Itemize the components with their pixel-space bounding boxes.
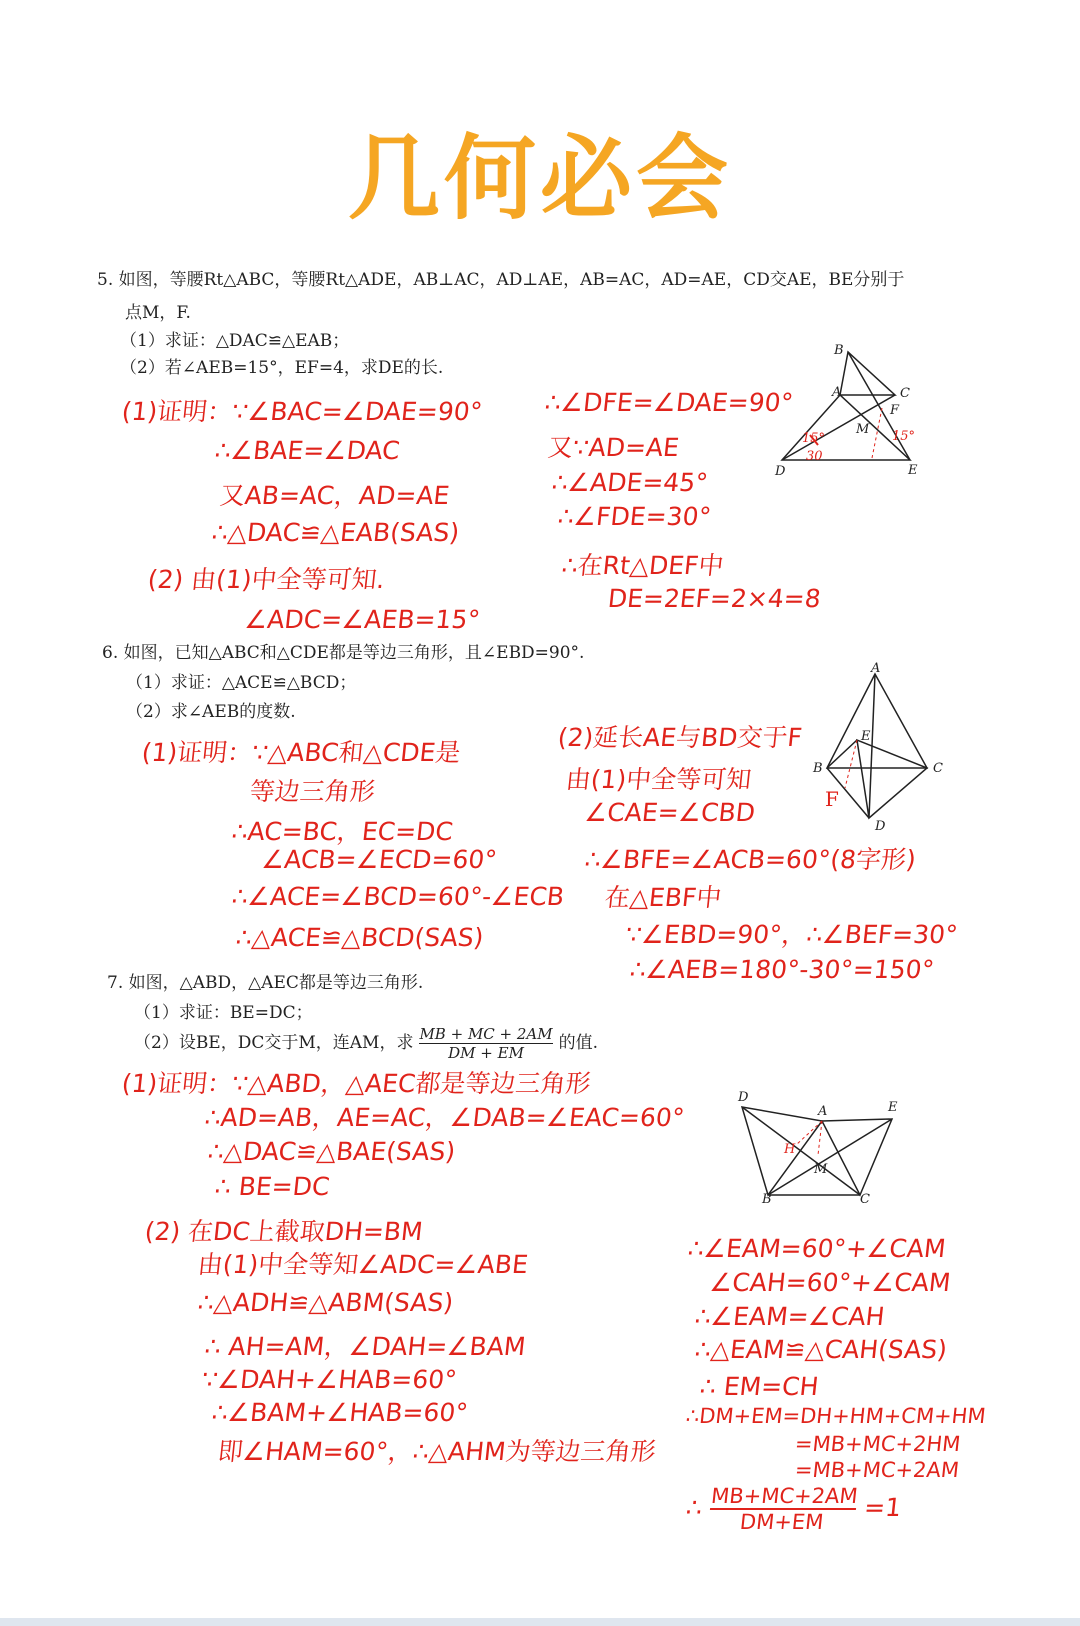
q7-note: ∴△EAM≌△CAH(SAS) bbox=[693, 1335, 949, 1364]
q5-note: ∴△DAC≌△EAB(SAS) bbox=[210, 518, 461, 547]
page-title: 几何必会 bbox=[347, 125, 732, 232]
q7-note: ∴ AH=AM，∠DAH=∠BAM bbox=[203, 1332, 528, 1361]
q7-note: ∴DM+EM=DH+HM+CM+HM bbox=[684, 1404, 987, 1428]
label-e: E bbox=[908, 463, 918, 478]
q7-note: =MB+MC+2HM bbox=[793, 1432, 962, 1456]
q5-note: (1)证明：∵∠BAC=∠DAE=90° bbox=[120, 397, 484, 426]
q7-note: ∵∠DAH+∠HAB=60° bbox=[200, 1365, 459, 1394]
q7-part2 bbox=[134, 1025, 598, 1062]
q7-note: (1)证明：∵△ABD，△AEC都是等边三角形 bbox=[120, 1069, 593, 1098]
q6-note: 由(1)中全等可知 bbox=[564, 765, 753, 794]
q7-note: ∴△ADH≌△ABM(SAS) bbox=[196, 1288, 455, 1317]
q5-stem-cont: 点M，F. bbox=[125, 303, 191, 323]
q5-note: ∴∠FDE=30° bbox=[556, 502, 713, 531]
q7-note: ∴∠EAM=60°+∠CAM bbox=[686, 1234, 948, 1263]
q7-note: (2) 在DC上截取DH=BM bbox=[143, 1217, 425, 1246]
q7-note: 由(1)中全等知∠ADC=∠ABE bbox=[196, 1250, 530, 1279]
angle-label: 30 bbox=[806, 449, 823, 464]
label-d: D bbox=[775, 464, 786, 479]
numerator: MB+MC+2AM bbox=[709, 1484, 859, 1508]
q6-note: ∴AC=BC，EC=DC bbox=[230, 817, 455, 846]
final-fraction bbox=[707, 1484, 859, 1534]
q6-note: ∴∠BFE=∠ACB=60°(8字形) bbox=[583, 845, 918, 874]
label-c: C bbox=[933, 761, 943, 776]
label-c: C bbox=[900, 386, 910, 401]
label-h: H bbox=[784, 1142, 796, 1157]
q7-note: ∴∠EAM=∠CAH bbox=[693, 1302, 887, 1331]
label-e: E bbox=[861, 729, 871, 744]
q5-note: ∴∠BAE=∠DAC bbox=[213, 436, 402, 465]
q6-diagram bbox=[805, 660, 955, 840]
angle-label: 15° bbox=[892, 429, 916, 444]
q7-note: ∴∠BAM+∠HAB=60° bbox=[210, 1398, 470, 1427]
q6-note: (2)延长AE与BD交于F bbox=[556, 723, 804, 752]
q6-note: ∴∠AEB=180°-30°=150° bbox=[628, 955, 936, 984]
q5-note: ∴∠ADE=45° bbox=[550, 468, 710, 497]
label-c: C bbox=[860, 1192, 870, 1205]
q7-note: ∴△DAC≌△BAE(SAS) bbox=[206, 1137, 457, 1166]
label-b: B bbox=[834, 343, 844, 358]
numerator: MB + MC + 2AM bbox=[419, 1025, 553, 1043]
denominator: DM+EM bbox=[738, 1510, 825, 1534]
label-m: M bbox=[856, 422, 870, 437]
fraction bbox=[419, 1025, 552, 1062]
q7-part2-text: （2）设BE，DC交于M，连AM，求 bbox=[134, 1033, 414, 1053]
label-f: F bbox=[825, 787, 839, 811]
q6-note: ∠CAE=∠CBD bbox=[583, 798, 757, 827]
q7-stem: 7. 如图，△ABD，△AEC都是等边三角形. bbox=[107, 973, 424, 993]
page-bottom-border bbox=[0, 1618, 1080, 1626]
label-b: B bbox=[813, 761, 823, 776]
q6-note: 在△EBF中 bbox=[603, 883, 723, 912]
q7-note: ∴AD=AB，AE=AC，∠DAB=∠EAC=60° bbox=[203, 1103, 686, 1132]
label-a: A bbox=[818, 1104, 828, 1119]
q6-note: ∴△ACE≌△BCD(SAS) bbox=[234, 923, 485, 952]
q6-note: ∠ACB=∠ECD=60° bbox=[260, 845, 499, 874]
q5-note: DE=2EF=2×4=8 bbox=[606, 584, 823, 613]
q6-stem: 6. 如图，已知△ABC和△CDE都是等边三角形，且∠EBD=90°. bbox=[102, 643, 585, 663]
q7-part2-tail: 的值. bbox=[558, 1033, 599, 1053]
q5-note: 又∵AD=AE bbox=[546, 433, 681, 462]
q5-diagram bbox=[770, 340, 930, 480]
q5-note: 又AB=AC，AD=AE bbox=[218, 481, 451, 510]
q5-stem: 5. 如图，等腰Rt△ABC，等腰Rt△ADE，AB⊥AC，AD⊥AE，AB=AC，AD=AE，CD交AE，BE分别于 bbox=[97, 270, 905, 290]
label-a: A bbox=[871, 661, 881, 676]
denominator: DM + EM bbox=[448, 1044, 524, 1062]
q7-note: ∴ EM=CH bbox=[698, 1372, 820, 1401]
q6-note: 等边三角形 bbox=[248, 777, 377, 806]
final-result: =1 bbox=[862, 1493, 903, 1522]
q6-note: ∵∠EBD=90°，∴∠BEF=30° bbox=[624, 920, 960, 949]
q7-note: ∴ BE=DC bbox=[213, 1172, 331, 1201]
q5-note: ∴在Rt△DEF中 bbox=[560, 551, 726, 580]
label-d: D bbox=[875, 819, 886, 834]
label-b: B bbox=[762, 1192, 772, 1205]
label-f: F bbox=[890, 403, 900, 418]
q7-final bbox=[683, 1484, 903, 1534]
q7-note: 即∠HAM=60°，∴△AHM为等边三角形 bbox=[216, 1437, 658, 1466]
q7-note: =MB+MC+2AM bbox=[793, 1458, 961, 1482]
q5-note: ∴∠DFE=∠DAE=90° bbox=[543, 388, 795, 417]
q5-note: ∠ADC=∠AEB=15° bbox=[243, 605, 482, 634]
q7-part1: （1）求证：BE=DC； bbox=[134, 1003, 313, 1023]
q6-part1: （1）求证：△ACE≌△BCD； bbox=[126, 673, 357, 693]
q6-part2: （2）求∠AEB的度数. bbox=[126, 702, 296, 722]
label-d: D bbox=[738, 1090, 749, 1105]
q7-diagram bbox=[730, 1085, 910, 1205]
q6-note: ∴∠ACE=∠BCD=60°-∠ECB bbox=[230, 882, 566, 911]
q5-part1: （1）求证：△DAC≌△EAB； bbox=[120, 331, 350, 351]
angle-label: 15° bbox=[802, 431, 826, 446]
q5-note: (2) 由(1)中全等可知. bbox=[146, 565, 387, 594]
label-a: A bbox=[832, 385, 842, 400]
label-e: E bbox=[888, 1100, 898, 1115]
q7-note: ∠CAH=60°+∠CAM bbox=[708, 1268, 953, 1297]
q5-part2: （2）若∠AEB=15°，EF=4，求DE的长. bbox=[120, 358, 444, 378]
label-m: M bbox=[814, 1162, 828, 1177]
therefore-sign: ∴ bbox=[684, 1493, 704, 1522]
q6-note: (1)证明：∵△ABC和△CDE是 bbox=[140, 738, 462, 767]
